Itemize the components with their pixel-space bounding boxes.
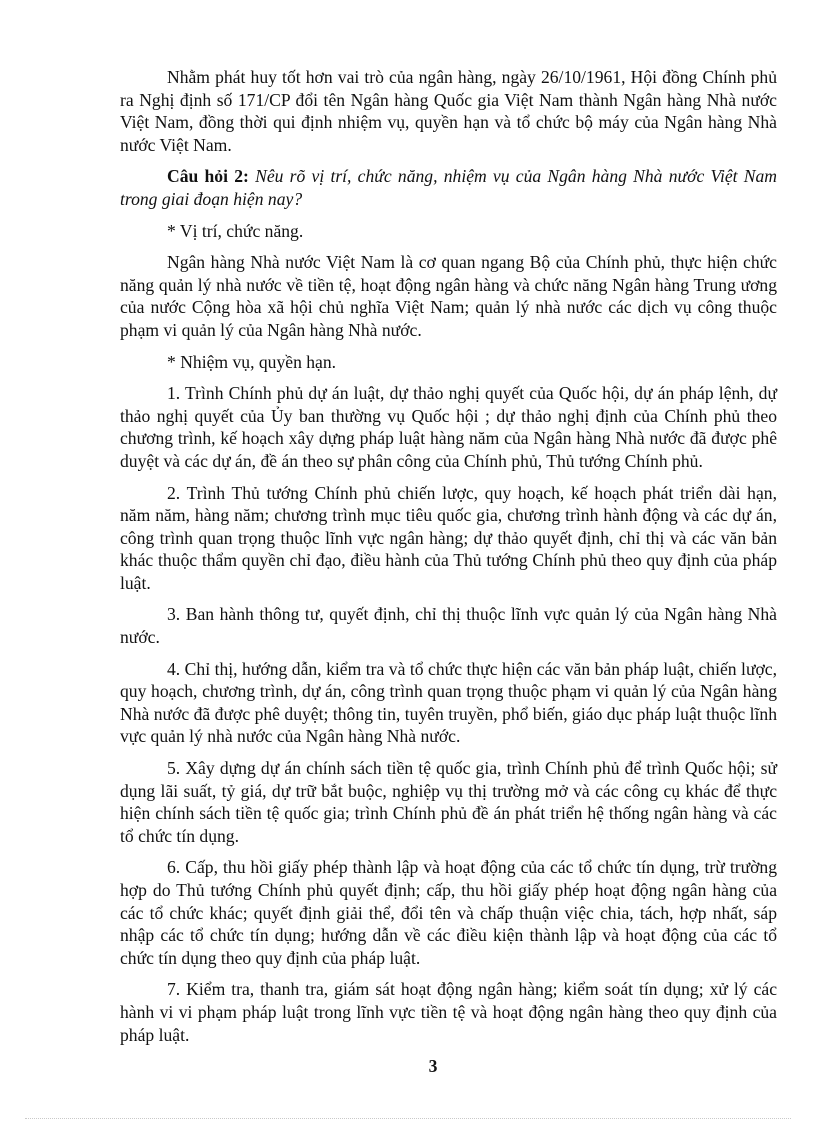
duty-item-5: 5. Xây dựng dự án chính sách tiền tệ quốc gia, trình Chính phủ để trình Quốc hội; sử dụng lãi suất, tỷ giá, dự trữ bắt buộc, nghiệp vụ thị trường mở và các công cụ khác để thực hiện chính sách tiền tệ quốc gia; trình Chính phủ đề án phát triển hệ thống ngân hàng và các tổ chức tín dụng. — [120, 758, 777, 846]
duty-item-3: 3. Ban hành thông tư, quyết định, chỉ thị thuộc lĩnh vực quản lý của Ngân hàng Nhà nước. — [120, 604, 777, 648]
duty-item-1: 1. Trình Chính phủ dự án luật, dự thảo nghị quyết của Quốc hội, dự án pháp lệnh, dự thảo nghị quyết của Ủy ban thường vụ Quốc hội ; dự thảo nghị định của Chính phủ theo chương trình, kế hoạch xây dựng pháp luật hàng năm của Ngân hàng Nhà nước đã được phê duyệt và các dự án, đề án theo sự phân công của Chính phủ, Thủ tướng Chính phủ. — [120, 383, 777, 471]
duty-item-6: 6. Cấp, thu hồi giấy phép thành lập và hoạt động của các tổ chức tín dụng, trừ trường hợp do Thủ tướng Chính phủ quyết định; cấp, thu hồi giấy phép hoạt động ngân hàng của các tổ chức khác; quyết định giải thể, đổi tên và chấp thuận việc chia, tách, hợp nhất, sáp nhập các tổ chức tín dụng; hướng dẫn về các điều kiện thành lập và hoạt động của các tổ chức tín dụng theo quy định của pháp luật. — [120, 857, 777, 968]
duty-item-7: 7. Kiểm tra, thanh tra, giám sát hoạt động ngân hàng; kiểm soát tín dụng; xử lý các hành vi vi phạm pháp luật trong lĩnh vực tiền tệ và hoạt động ngân hàng theo quy định của pháp luật. — [120, 979, 777, 1045]
question-heading — [120, 165, 777, 210]
question-text: Nêu rõ vị trí, chức năng, nhiệm vụ của Ngân hàng Nhà nước Việt Nam trong giai đoạn hiện nay? — [120, 166, 777, 209]
position-paragraph: Ngân hàng Nhà nước Việt Nam là cơ quan ngang Bộ của Chính phủ, thực hiện chức năng quản lý nhà nước về tiền tệ, hoạt động ngân hàng và chức năng Ngân hàng Trung ương của nước Cộng hòa xã hội chủ nghĩa Việt Nam; quản lý nhà nước các dịch vụ công thuộc phạm vi quản lý của Ngân hàng Nhà nước. — [120, 252, 777, 340]
page-bottom-divider — [25, 1118, 791, 1119]
intro-paragraph: Nhằm phát huy tốt hơn vai trò của ngân hàng, ngày 26/10/1961, Hội đồng Chính phủ ra Nghị định số 171/CP đổi tên Ngân hàng Quốc gia Việt Nam thành Ngân hàng Nhà nước Việt Nam, đồng thời qui định nhiệm vụ, quyền hạn và tổ chức bộ máy của Ngân hàng Nhà nước Việt Nam. — [120, 67, 777, 155]
page-number: 3 — [428, 1056, 438, 1076]
document-page — [120, 66, 777, 1055]
duty-item-4: 4. Chỉ thị, hướng dẫn, kiểm tra và tổ chức thực hiện các văn bản pháp luật, chiến lược, quy hoạch, chương trình, dự án, công trình quan trọng thuộc phạm vi quản lý của Ngân hàng Nhà nước đã được phê duyệt; thông tin, tuyên truyền, phổ biến, giáo dục pháp luật thuộc lĩnh vực quản lý nhà nước của Ngân hàng Nhà nước. — [120, 658, 777, 747]
section-duties-heading: * Nhiệm vụ, quyền hạn. — [167, 351, 337, 372]
duty-item-2: 2. Trình Thủ tướng Chính phủ chiến lược, quy hoạch, kế hoạch phát triển dài hạn, năm năm, hàng năm; chương trình mục tiêu quốc gia, chương trình hành động và các dự án, công trình quan trọng thuộc lĩnh vực ngân hàng; dự thảo quyết định, chỉ thị và các văn bản khác thuộc thẩm quyền chỉ đạo, điều hành của Thủ tướng Chính phủ theo quy định của pháp luật. — [120, 482, 777, 593]
question-label: Câu hỏi 2: — [167, 166, 249, 187]
section-position-heading: * Vị trí, chức năng. — [167, 220, 304, 241]
